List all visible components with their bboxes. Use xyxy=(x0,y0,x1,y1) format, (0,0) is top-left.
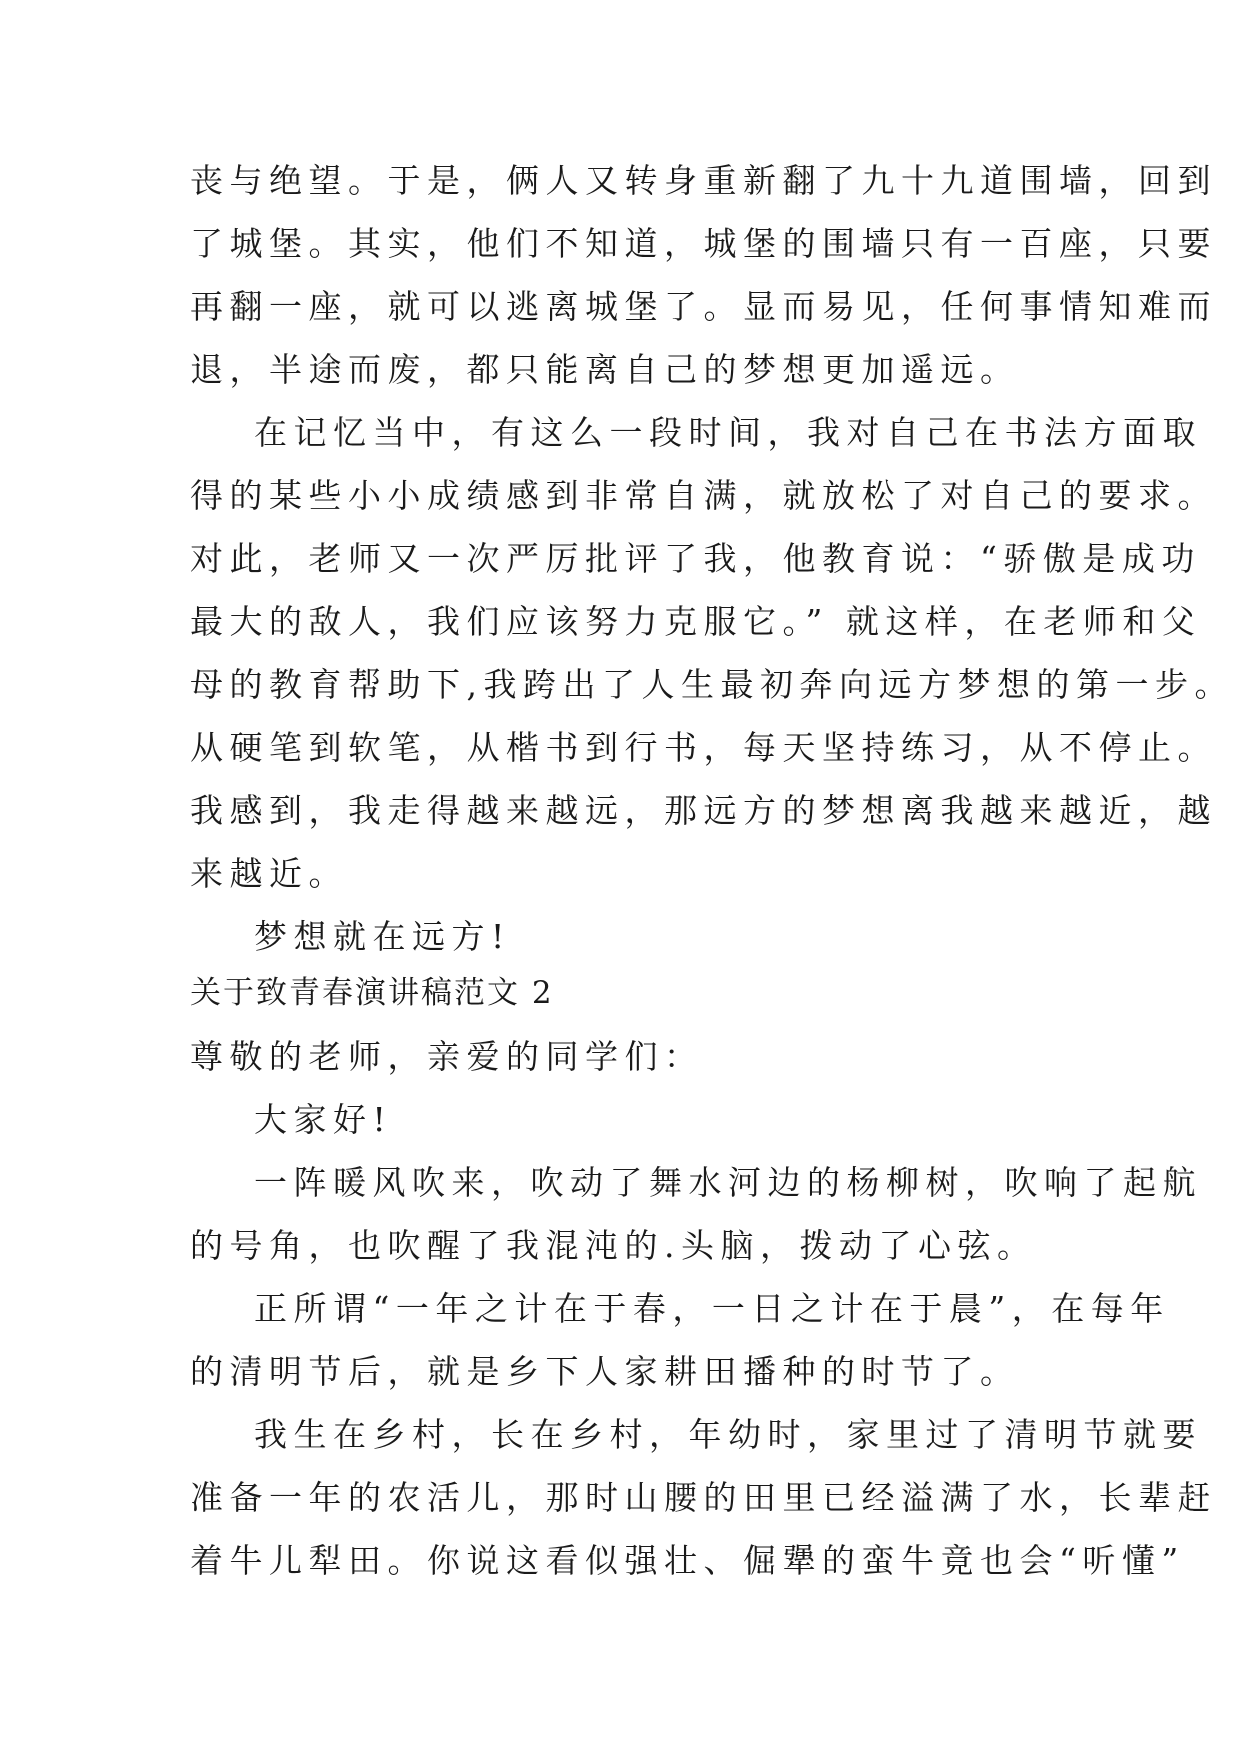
text-line: 母的教育帮助下,我跨出了人生最初奔向远方梦想的第一步。 xyxy=(190,665,1234,704)
salutation: 尊敬的老师，亲爱的同学们： xyxy=(190,1037,704,1076)
text-line: 来越近。 xyxy=(190,854,348,893)
text-line: 从硬笔到软笔，从楷书到行书，每天坚持练习，从不停止。 xyxy=(190,728,1217,767)
paragraph-2 xyxy=(190,401,1234,905)
paragraph-6 xyxy=(190,1403,1217,1592)
body-text-upper xyxy=(190,149,1234,968)
text-line: 梦想就在远方! xyxy=(254,917,511,956)
paragraph-5 xyxy=(190,1277,1170,1403)
paragraph-3 xyxy=(190,905,1090,968)
section-heading: 关于致青春演讲稿范文 2 xyxy=(190,975,554,1011)
text-line: 丧与绝望。于是，俩人又转身重新翻了九十九道围墙，回到 xyxy=(190,161,1217,200)
text-line: 退，半途而废，都只能离自己的梦想更加遥远。 xyxy=(190,350,1020,389)
greeting: 大家好! xyxy=(254,1100,393,1139)
text-line: 最大的敌人，我们应该努力克服它。” 就这样，在老师和父 xyxy=(190,602,1202,641)
text-line: 得的某些小小成绩感到非常自满，就放松了对自己的要求。 xyxy=(190,476,1217,515)
paragraph-4 xyxy=(190,1151,1202,1277)
text-line: 我感到，我走得越来越远，那远方的梦想离我越来越近，越 xyxy=(190,791,1217,830)
text-line: 再翻一座，就可以逃离城堡了。显而易见，任何事情知难而 xyxy=(190,287,1217,326)
text-line: 着牛儿犁田。你说这看似强壮、倔犟的蛮牛竟也会“听懂” xyxy=(190,1541,1185,1580)
body-text-lower xyxy=(190,1025,1217,1592)
paragraph-1 xyxy=(190,149,1217,401)
text-line: 在记忆当中，有这么一段时间，我对自己在书法方面取 xyxy=(254,413,1202,452)
text-line: 了城堡。其实，他们不知道，城堡的围墙只有一百座，只要 xyxy=(190,224,1217,263)
text-line: 我生在乡村，长在乡村，年幼时，家里过了清明节就要 xyxy=(254,1415,1202,1454)
text-line: 正所谓“一年之计在于春，一日之计在于晨”，在每年 xyxy=(254,1289,1170,1328)
text-line: 的号角，也吹醒了我混沌的.头脑，拨动了心弦。 xyxy=(190,1226,1037,1265)
text-line: 一阵暖风吹来，吹动了舞水河边的杨柳树，吹响了起航 xyxy=(254,1163,1202,1202)
text-line: 的清明节后，就是乡下人家耕田播种的时节了。 xyxy=(190,1352,1020,1391)
text-line: 对此，老师又一次严厉批评了我，他教育说：“骄傲是成功 xyxy=(190,539,1201,578)
text-line: 准备一年的农活儿，那时山腰的田里已经溢满了水，长辈赶 xyxy=(190,1478,1217,1517)
